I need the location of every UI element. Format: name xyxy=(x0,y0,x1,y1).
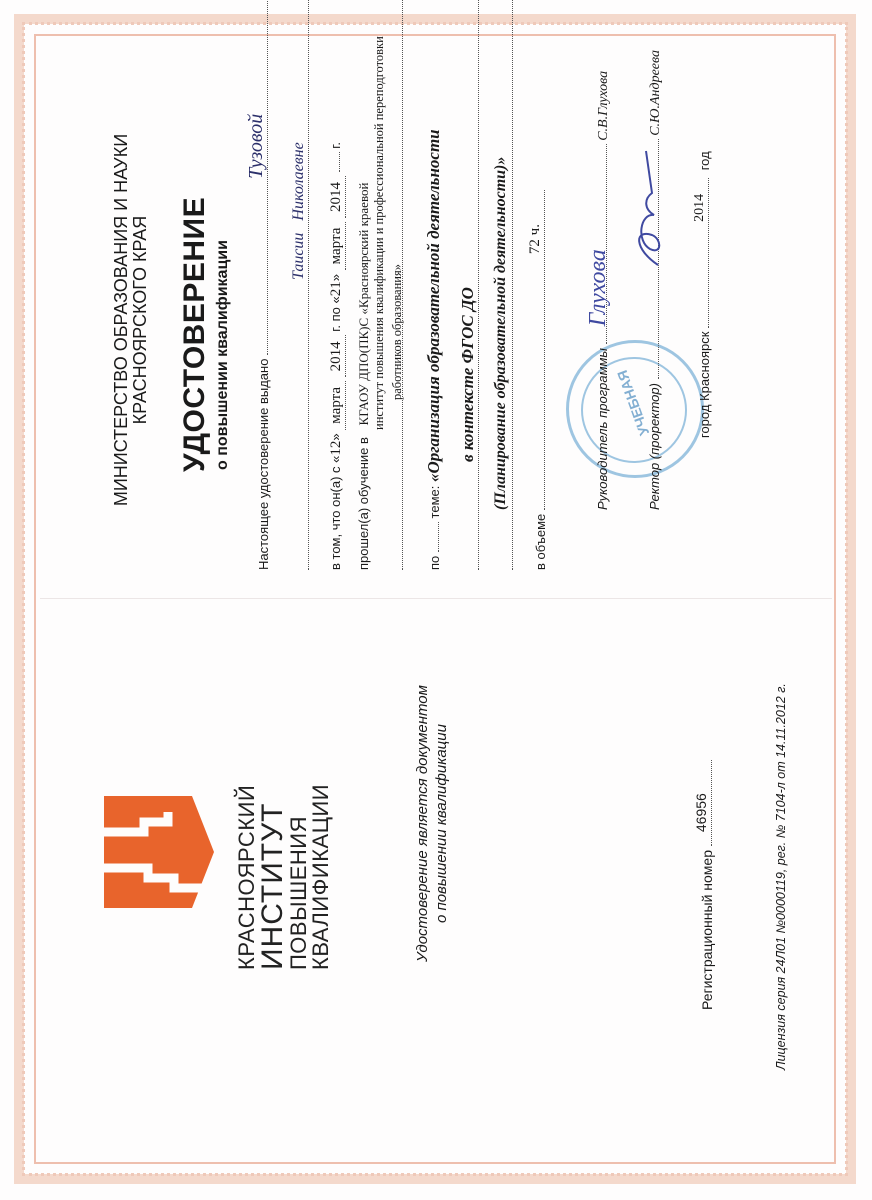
institution-line-2: институт повышения квалификации и профессиональной переподготовки xyxy=(372,36,386,430)
volume-label: в объеме xyxy=(533,513,548,570)
stamp-text: УЧЕБНАЯ xyxy=(613,368,653,438)
issued-row xyxy=(245,0,271,570)
program-head-name: С.В.Глухова xyxy=(596,70,611,141)
ministry-line-1: МИНИСТЕРСТВО ОБРАЗОВАНИЯ И НАУКИ xyxy=(111,133,131,507)
institute-logo-icon xyxy=(104,796,214,908)
registration-label: Регистрационный номер xyxy=(699,850,715,1010)
topic-row xyxy=(424,129,444,570)
program-head-row xyxy=(585,70,612,510)
document-note xyxy=(414,685,452,962)
city-year-row xyxy=(694,151,712,438)
institution-line-1: КГАОУ ДПО(ПК)С «Красноярский краевой xyxy=(356,182,371,426)
end-day: 21 xyxy=(328,281,344,297)
volume-row xyxy=(528,190,548,570)
issue-year: 2014 xyxy=(692,193,707,222)
topic-prefix: по xyxy=(427,555,442,570)
program-head-signature: Глухова xyxy=(585,249,611,327)
topic-label: теме: xyxy=(427,485,442,519)
year-word: год xyxy=(697,151,712,171)
volume-value: 72 ч. xyxy=(527,224,543,255)
period-row: в том, что он(а) с «12» марта 2014 г. по «21» марта 2014 г. xyxy=(328,141,344,570)
logo-line-4: КВАЛИФИКАЦИИ xyxy=(308,783,333,970)
registration-number xyxy=(693,760,715,1010)
ministry-heading xyxy=(112,130,150,510)
rector-label: Ректор (проректор) xyxy=(647,383,662,510)
topic-line-1: «Организация образовательной деятельности xyxy=(424,129,443,483)
registration-value: 46956 xyxy=(693,793,709,833)
training-label: прошел(а) обучение в xyxy=(356,437,371,570)
logo-line-3: ПОВЫШЕНИЯ xyxy=(286,816,311,970)
rector-signature-icon xyxy=(632,149,666,269)
end-year: 2014 xyxy=(328,182,344,212)
logo-line-1: КРАСНОЯРСКИЙ xyxy=(234,784,259,970)
start-year: 2014 xyxy=(328,341,344,372)
certificate-title: УДОСТОВЕРЕНИЕ xyxy=(178,196,211,472)
ministry-line-2: КРАСНОЯРСКОГО КРАЯ xyxy=(129,215,150,425)
official-stamp xyxy=(566,340,704,478)
program-head-label: Руководитель программы xyxy=(595,348,610,510)
recipient-name: Таисии Николаевне xyxy=(290,142,307,280)
rector-row xyxy=(642,50,664,510)
issued-label: Настоящее удостоверение выдано xyxy=(256,358,271,570)
recipient-surname: Тузовой xyxy=(245,113,267,179)
recipient-name-row xyxy=(290,0,312,570)
document-note-line-2: о повышении квалификации xyxy=(432,724,450,924)
license-info: Лицензия серия 24Л01 №0000119, рег. № 7104-л от 14.11.2012 г. xyxy=(774,683,788,1070)
logo-line-2: ИНСТИТУТ xyxy=(256,802,289,970)
rector-name: С.Ю.Андреева xyxy=(648,50,663,136)
training-row xyxy=(356,183,372,570)
start-day: 12 xyxy=(328,440,344,456)
certificate-subtitle: о повышении квалификации xyxy=(214,240,231,470)
institution-line-3: работников образования» xyxy=(390,264,404,400)
topic-line-2: в контексте ФГОС ДО xyxy=(458,287,477,462)
end-month: марта xyxy=(328,227,344,265)
logo-text xyxy=(236,784,332,970)
document-note-line-1: Удостоверение является документом xyxy=(414,685,431,962)
topic-line-3: (Планирование образовательной деятельности)» xyxy=(492,156,509,510)
city: город Красноярск xyxy=(697,331,712,438)
start-month: марта xyxy=(328,386,344,424)
